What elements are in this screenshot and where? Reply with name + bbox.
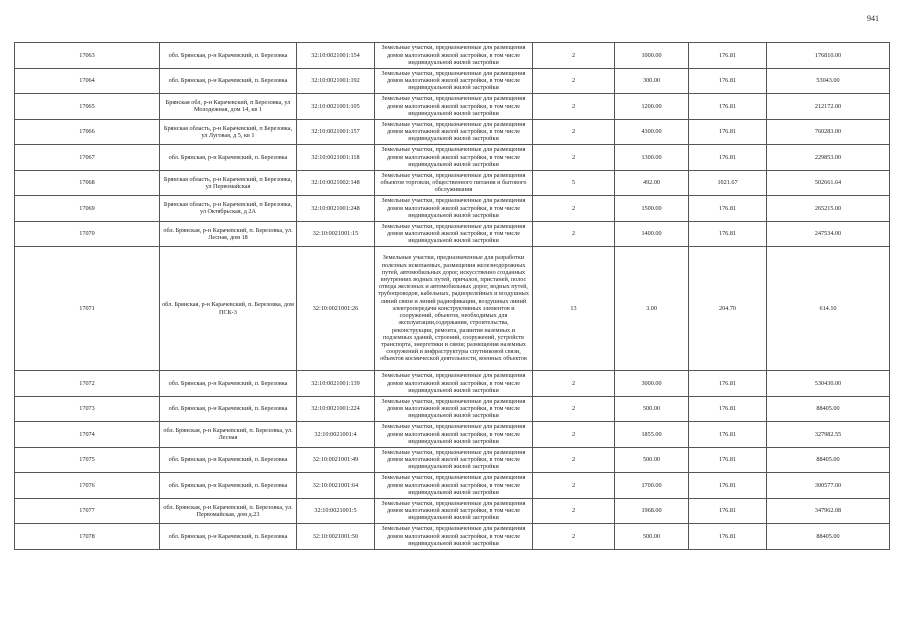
table-row bbox=[15, 43, 890, 69]
cadastral-value: 265215.00 bbox=[767, 196, 890, 222]
address: Брянская область, р-н Карачевский, п Березовка, ул Первомайская bbox=[160, 170, 297, 196]
row-number: 17063 bbox=[15, 43, 160, 69]
cadastral-number: 32:10:0021001:15 bbox=[297, 221, 375, 247]
area: 1500.00 bbox=[615, 196, 689, 222]
area: 3.00 bbox=[615, 247, 689, 371]
cadastral-number: 32:10:0021001:5 bbox=[297, 498, 375, 524]
table-row bbox=[15, 196, 890, 222]
row-number: 17066 bbox=[15, 119, 160, 145]
area: 1968.00 bbox=[615, 498, 689, 524]
rate: 176.81 bbox=[689, 447, 767, 473]
land-use: Земельные участки, предназначенные для размещения домов малоэтажной жилой застройки, в том числе индивидуальной жилой застройки bbox=[375, 119, 533, 145]
table-row bbox=[15, 473, 890, 499]
group: 2 bbox=[533, 221, 615, 247]
rate: 176.81 bbox=[689, 43, 767, 69]
row-number: 17070 bbox=[15, 221, 160, 247]
table-row bbox=[15, 498, 890, 524]
land-use: Земельные участки, предназначенные для размещения домов малоэтажной жилой застройки, в том числе индивидуальной жилой застройки bbox=[375, 447, 533, 473]
area: 500.00 bbox=[615, 447, 689, 473]
address: обл. Брянская, р-н Карачевский, п. Березовка bbox=[160, 371, 297, 397]
row-number: 17065 bbox=[15, 94, 160, 120]
cadastral-value: 176810.00 bbox=[767, 43, 890, 69]
table-row bbox=[15, 221, 890, 247]
area: 1300.00 bbox=[615, 145, 689, 171]
rate: 176.81 bbox=[689, 119, 767, 145]
land-use: Земельные участки, предназначенные для размещения домов малоэтажной жилой застройки, в том числе индивидуальной жилой застройки bbox=[375, 524, 533, 550]
row-number: 17072 bbox=[15, 371, 160, 397]
land-use: Земельные участки, предназначенные для размещения объектов торговли, общественного питания и бытового обслуживания bbox=[375, 170, 533, 196]
address: обл. Брянская, р-н Карачевский, п. Березовка bbox=[160, 43, 297, 69]
cadastral-number: 32:10:0021001:154 bbox=[297, 43, 375, 69]
land-use: Земельные участки, предназначенные для размещения домов малоэтажной жилой застройки, в том числе индивидуальной жилой застройки bbox=[375, 94, 533, 120]
land-use: Земельные участки, предназначенные для размещения домов малоэтажной жилой застройки, в том числе индивидуальной жилой застройки bbox=[375, 396, 533, 422]
cadastral-number: 32:10:0021001:248 bbox=[297, 196, 375, 222]
row-number: 17078 bbox=[15, 524, 160, 550]
cadastral-number: 32:10:0021001:64 bbox=[297, 473, 375, 499]
cadastral-number: 32:10:0021001:139 bbox=[297, 371, 375, 397]
group: 2 bbox=[533, 94, 615, 120]
land-use: Земельные участки, предназначенные для размещения домов малоэтажной жилой застройки, в том числе индивидуальной жилой застройки bbox=[375, 422, 533, 448]
table-row bbox=[15, 68, 890, 94]
cadastral-value: 212172.00 bbox=[767, 94, 890, 120]
cadastral-value: 247534.00 bbox=[767, 221, 890, 247]
address: обл. Брянская, р-н Карачевский, п. Березовка, ул. Первомайская, дом д.23 bbox=[160, 498, 297, 524]
area: 500.00 bbox=[615, 524, 689, 550]
rate: 176.81 bbox=[689, 94, 767, 120]
address: обл. Брянская, р-н Карачевский, п. Березовка bbox=[160, 447, 297, 473]
table-row bbox=[15, 371, 890, 397]
cadastral-value: 502661.64 bbox=[767, 170, 890, 196]
table-row bbox=[15, 119, 890, 145]
table-row bbox=[15, 94, 890, 120]
row-number: 17077 bbox=[15, 498, 160, 524]
cadastral-value: 229853.00 bbox=[767, 145, 890, 171]
rate: 176.81 bbox=[689, 473, 767, 499]
group: 2 bbox=[533, 396, 615, 422]
address: обл. Брянская, р-н Карачевский, п. Березовка, ул. Лесная, дом 18 bbox=[160, 221, 297, 247]
rate: 176.81 bbox=[689, 68, 767, 94]
rate: 1021.67 bbox=[689, 170, 767, 196]
address: Брянская обл, р-н Карачевский, п Березовка, ул Молодежная, дом 14, кв 1 bbox=[160, 94, 297, 120]
area: 1000.00 bbox=[615, 43, 689, 69]
address: обл. Брянская, р-н Карачевский, п. Березовка bbox=[160, 68, 297, 94]
row-number: 17071 bbox=[15, 247, 160, 371]
cadastral-number: 32:10:0021001:224 bbox=[297, 396, 375, 422]
area: 1200.00 bbox=[615, 94, 689, 120]
group: 2 bbox=[533, 68, 615, 94]
cadastral-number: 32:10:0021001:50 bbox=[297, 524, 375, 550]
group: 13 bbox=[533, 247, 615, 371]
table-row bbox=[15, 145, 890, 171]
group: 2 bbox=[533, 196, 615, 222]
group: 2 bbox=[533, 422, 615, 448]
address: обл. Брянская, р-н Карачевский, п. Березовка bbox=[160, 145, 297, 171]
land-use: Земельные участки, предназначенные для размещения домов малоэтажной жилой застройки, в том числе индивидуальной жилой застройки bbox=[375, 473, 533, 499]
area: 300.00 bbox=[615, 68, 689, 94]
rate: 176.81 bbox=[689, 196, 767, 222]
table-row bbox=[15, 247, 890, 371]
row-number: 17073 bbox=[15, 396, 160, 422]
group: 2 bbox=[533, 119, 615, 145]
group: 2 bbox=[533, 43, 615, 69]
cadastral-value: 530430.00 bbox=[767, 371, 890, 397]
cadastral-value: 88405.00 bbox=[767, 524, 890, 550]
cadastral-value: 53043.00 bbox=[767, 68, 890, 94]
row-number: 17075 bbox=[15, 447, 160, 473]
cadastral-number: 32:10:0021001:105 bbox=[297, 94, 375, 120]
row-number: 17069 bbox=[15, 196, 160, 222]
rate: 176.81 bbox=[689, 498, 767, 524]
table-body bbox=[15, 43, 890, 550]
land-use: Земельные участки, предназначенные для разработки полезных ископаемых, размещения железнодорожных путей, автомобильных дорог, искусственно созданных внутренних водных путей, причалов, пристаней, полос отвода железных и автомобильных дорог, водных путей, трубопроводов, кабельных, радиорелейных и воздушных линий связи и линий радиофикации, воздушных линий электропередачи конструктивных элементов и сооружений, объектов, необходимых для эксплуатации,содержания, строительства, реконструкции, ремонта, развития наземных и подземных зданий, строений, сооружений, устройств транспорта, энергетики и связи; размещения наземных сооружений и инфраструктуры спутниковой связи, объектов космической деятельности, военных объектов bbox=[375, 247, 533, 371]
group: 2 bbox=[533, 498, 615, 524]
rate: 176.81 bbox=[689, 524, 767, 550]
cadastral-number: 32:10:0021001:49 bbox=[297, 447, 375, 473]
cadastral-value: 88405.00 bbox=[767, 396, 890, 422]
rate: 176.81 bbox=[689, 221, 767, 247]
area: 3000.00 bbox=[615, 371, 689, 397]
page-number: 941 bbox=[867, 14, 879, 23]
group: 2 bbox=[533, 473, 615, 499]
row-number: 17068 bbox=[15, 170, 160, 196]
address: обл. Брянская, р-н Карачевский, п. Березовка, ул. Лесная bbox=[160, 422, 297, 448]
table-row bbox=[15, 422, 890, 448]
cadastral-number: 32:10:0021001:157 bbox=[297, 119, 375, 145]
land-use: Земельные участки, предназначенные для размещения домов малоэтажной жилой застройки, в том числе индивидуальной жилой застройки bbox=[375, 68, 533, 94]
area: 1400.00 bbox=[615, 221, 689, 247]
rate: 204.70 bbox=[689, 247, 767, 371]
cadastral-value: 300577.00 bbox=[767, 473, 890, 499]
table-row bbox=[15, 447, 890, 473]
area: 1700.00 bbox=[615, 473, 689, 499]
land-use: Земельные участки, предназначенные для размещения домов малоэтажной жилой застройки, в том числе индивидуальной жилой застройки bbox=[375, 196, 533, 222]
land-use: Земельные участки, предназначенные для размещения домов малоэтажной жилой застройки, в том числе индивидуальной жилой застройки bbox=[375, 43, 533, 69]
group: 2 bbox=[533, 524, 615, 550]
cadastral-number: 32:10:0021001:118 bbox=[297, 145, 375, 171]
group: 2 bbox=[533, 447, 615, 473]
address: обл. Брянская, р-н Карачевский, п. Березовка bbox=[160, 524, 297, 550]
rate: 176.81 bbox=[689, 422, 767, 448]
address: Брянская область, р-н Карачевский, п Березовка, ул Луговая, д 5, кв 1 bbox=[160, 119, 297, 145]
group: 5 bbox=[533, 170, 615, 196]
address: Брянская область, р-н Карачевский, п Березовка, ул Октябрьская, д 2А bbox=[160, 196, 297, 222]
cadastral-value: 88405.00 bbox=[767, 447, 890, 473]
address: обл. Брянская, р-н Карачевский, п. Березовка bbox=[160, 396, 297, 422]
cadastral-value: 327982.55 bbox=[767, 422, 890, 448]
cadastral-number: 32:10:0021001:4 bbox=[297, 422, 375, 448]
cadastral-value: 614.10 bbox=[767, 247, 890, 371]
cadastral-number: 32:10:0021001:26 bbox=[297, 247, 375, 371]
table-row bbox=[15, 396, 890, 422]
cadastral-value: 760283.00 bbox=[767, 119, 890, 145]
row-number: 17074 bbox=[15, 422, 160, 448]
land-use: Земельные участки, предназначенные для размещения домов малоэтажной жилой застройки, в том числе индивидуальной жилой застройки bbox=[375, 145, 533, 171]
cadastral-value: 347962.08 bbox=[767, 498, 890, 524]
area: 1855.00 bbox=[615, 422, 689, 448]
group: 2 bbox=[533, 371, 615, 397]
table-row bbox=[15, 170, 890, 196]
rate: 176.81 bbox=[689, 145, 767, 171]
land-use: Земельные участки, предназначенные для размещения домов малоэтажной жилой застройки, в том числе индивидуальной жилой застройки bbox=[375, 498, 533, 524]
area: 500.00 bbox=[615, 396, 689, 422]
row-number: 17076 bbox=[15, 473, 160, 499]
area: 492.00 bbox=[615, 170, 689, 196]
address: обл. Брянская, р-н Карачевский, п. Березовка bbox=[160, 473, 297, 499]
land-use: Земельные участки, предназначенные для размещения домов малоэтажной жилой застройки, в том числе индивидуальной жилой застройки bbox=[375, 221, 533, 247]
cadastral-value-table bbox=[14, 42, 890, 550]
row-number: 17064 bbox=[15, 68, 160, 94]
rate: 176.81 bbox=[689, 396, 767, 422]
table-row bbox=[15, 524, 890, 550]
area: 4300.00 bbox=[615, 119, 689, 145]
rate: 176.81 bbox=[689, 371, 767, 397]
address: обл. Брянская, р-н Карачевский, п. Березовка, дом ПСК-3 bbox=[160, 247, 297, 371]
land-use: Земельные участки, предназначенные для размещения домов малоэтажной жилой застройки, в том числе индивидуальной жилой застройки bbox=[375, 371, 533, 397]
cadastral-number: 32:10:0021001:192 bbox=[297, 68, 375, 94]
row-number: 17067 bbox=[15, 145, 160, 171]
cadastral-number: 32:10:0021002:148 bbox=[297, 170, 375, 196]
group: 2 bbox=[533, 145, 615, 171]
